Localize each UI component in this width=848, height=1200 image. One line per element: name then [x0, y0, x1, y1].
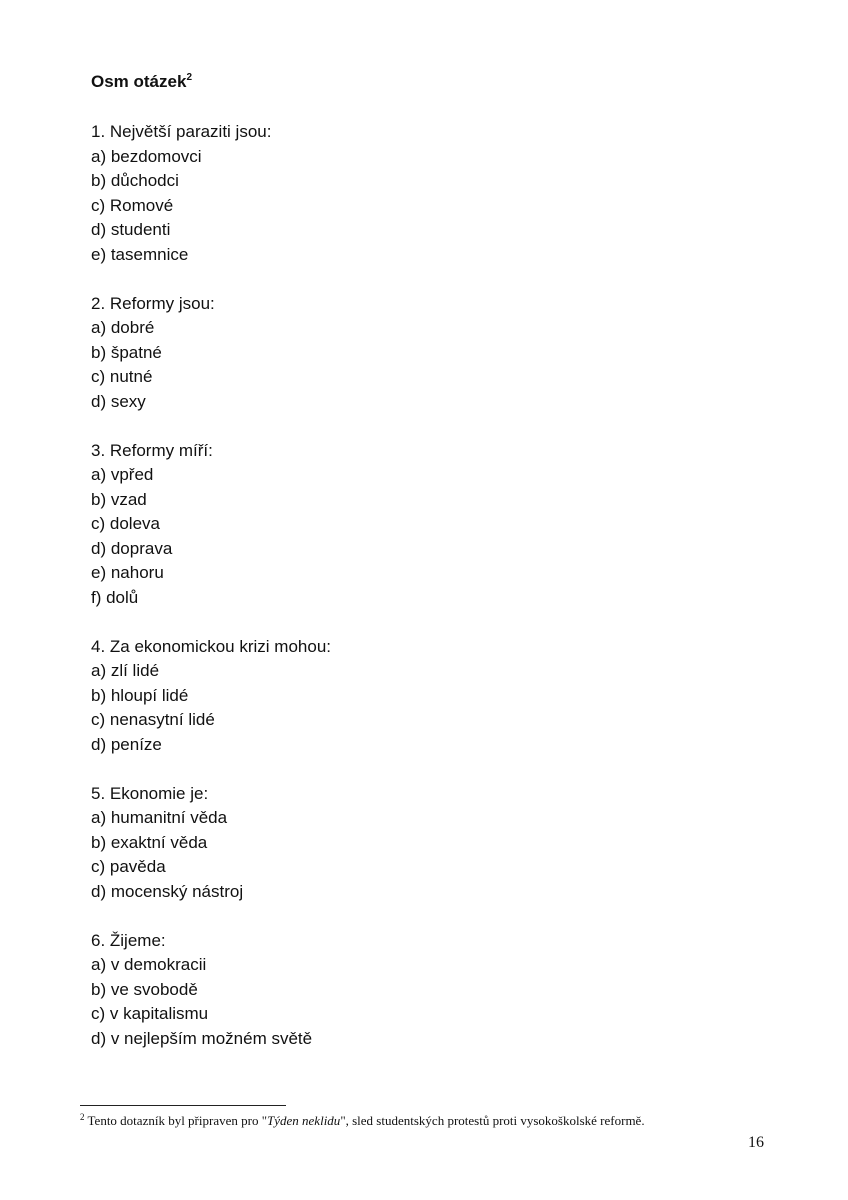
footnote-prefix: Tento dotazník byl připraven pro " — [87, 1113, 268, 1128]
answer-option: b) ve svobodě — [91, 979, 198, 999]
footnote-mark: 2 — [80, 1112, 85, 1122]
answer-option: c) nutné — [91, 367, 153, 386]
question-text: 4. Za ekonomickou krizi mohou: — [91, 636, 331, 656]
footnote-suffix: ", sled studentských protestů proti vysokoškolské reformě. — [340, 1113, 645, 1128]
footnote — [80, 1113, 780, 1129]
answer-option: c) pavěda — [91, 857, 166, 876]
footnote-separator — [80, 1105, 286, 1106]
page-title-text: Osm otázek — [91, 72, 187, 91]
question-block — [91, 292, 771, 415]
answer-option: d) mocenský nástroj — [91, 881, 244, 901]
answer-option: e) tasemnice — [91, 244, 189, 264]
question-block — [91, 439, 771, 611]
answer-option: c) Romové — [91, 195, 174, 215]
answer-option: e) nahoru — [91, 563, 164, 582]
answer-option: d) doprava — [91, 538, 173, 558]
question-block — [91, 635, 771, 758]
answer-option: b) hloupí lidé — [91, 685, 189, 705]
answer-option: c) v kapitalismu — [91, 1004, 209, 1023]
question-block — [91, 782, 771, 905]
question-block — [91, 120, 771, 267]
answer-option: d) sexy — [91, 391, 146, 411]
answer-option: b) exaktní věda — [91, 832, 208, 852]
question-text: 6. Žijeme: — [91, 930, 166, 950]
answer-option: d) v nejlepším možném světě — [91, 1028, 313, 1048]
answer-option: c) doleva — [91, 514, 160, 533]
page-title — [91, 70, 192, 94]
question-text: 3. Reformy míří: — [91, 440, 213, 460]
answer-option: d) studenti — [91, 220, 171, 239]
answer-option: a) bezdomovci — [91, 146, 202, 166]
answer-option: b) vzad — [91, 489, 147, 509]
answer-option: a) vpřed — [91, 465, 154, 484]
question-text: 1. Největší paraziti jsou: — [91, 122, 272, 141]
question-text: 5. Ekonomie je: — [91, 783, 209, 803]
footnote-italic-title: Týden neklidu — [267, 1113, 341, 1128]
footnote-reference: 2 — [186, 72, 192, 83]
answer-option: a) v demokracii — [91, 955, 207, 974]
answer-option: a) dobré — [91, 318, 155, 337]
answer-option: d) peníze — [91, 734, 162, 754]
answer-option: c) nenasytní lidé — [91, 710, 215, 729]
page-number: 16 — [748, 1134, 764, 1151]
answer-option: b) důchodci — [91, 171, 179, 190]
question-list — [91, 120, 771, 1076]
question-text: 2. Reformy jsou: — [91, 293, 215, 313]
question-block — [91, 929, 771, 1052]
answer-option: a) humanitní věda — [91, 808, 228, 827]
answer-option: f) dolů — [91, 587, 139, 607]
answer-option: b) špatné — [91, 342, 162, 362]
answer-option: a) zlí lidé — [91, 661, 160, 680]
